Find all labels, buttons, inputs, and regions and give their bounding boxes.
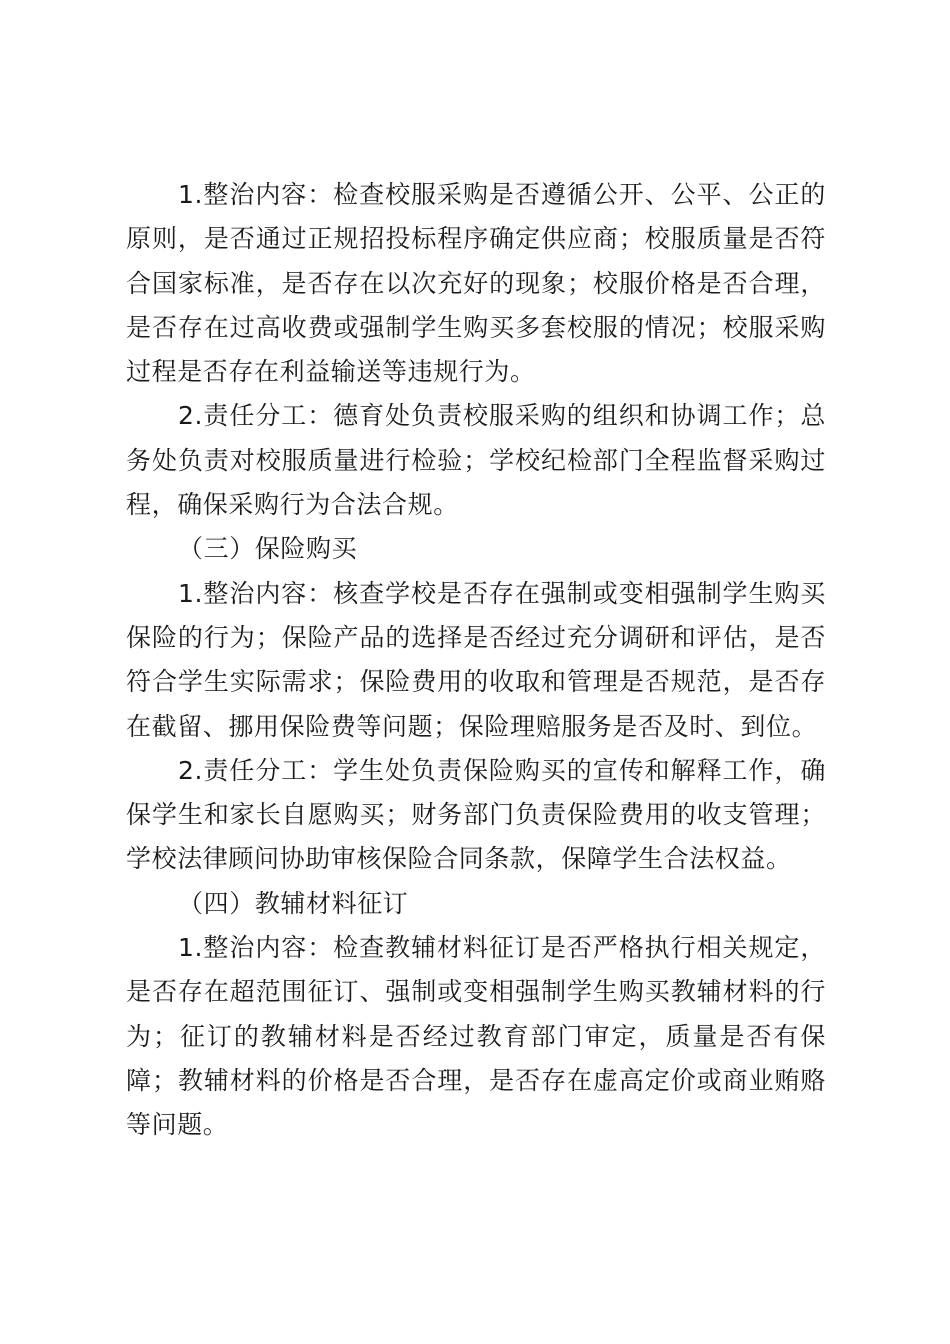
- paragraph-uniform-responsibility: 2.责任分工：德育处负责校服采购的组织和协调工作；总务处负责对校服质量进行检验；学校纪检部门全程监督采购过程，确保采购行为合法合规。: [126, 401, 826, 520]
- paragraph-uniform-content: 1.整治内容：检查校服采购是否遵循公开、公平、公正的原则，是否通过正规招投标程序确定供应商；校服质量是否符合国家标准，是否存在以次充好的现象；校服价格是否合理，是否存在过高收费或强制学生购买多套校服的情况；校服采购过程是否存在利益输送等违规行为。: [126, 180, 826, 387]
- section-heading-materials: （四）教辅材料征订: [178, 888, 409, 918]
- paragraph-insurance-responsibility: 2.责任分工：学生处负责保险购买的宣传和解释工作，确保学生和家长自愿购买；财务部门负责保险费用的收支管理；学校法律顾问协助审核保险合同条款，保障学生合法权益。: [126, 755, 826, 874]
- paragraph-insurance-content: 1.整治内容：核查学校是否存在强制或变相强制学生购买保险的行为；保险产品的选择是否经过充分调研和评估，是否符合学生实际需求；保险费用的收取和管理是否规范，是否存在截留、挪用保险费等问题；保险理赔服务是否及时、到位。: [126, 578, 826, 741]
- paragraph-materials-content: 1.整治内容：检查教辅材料征订是否严格执行相关规定，是否存在超范围征订、强制或变相强制学生购买教辅材料的行为；征订的教辅材料是否经过教育部门审定，质量是否有保障；教辅材料的价格是否合理，是否存在虚高定价或商业贿赂等问题。: [126, 933, 826, 1140]
- document-page: [126, 173, 826, 1148]
- section-heading-insurance: （三）保险购买: [178, 534, 358, 564]
